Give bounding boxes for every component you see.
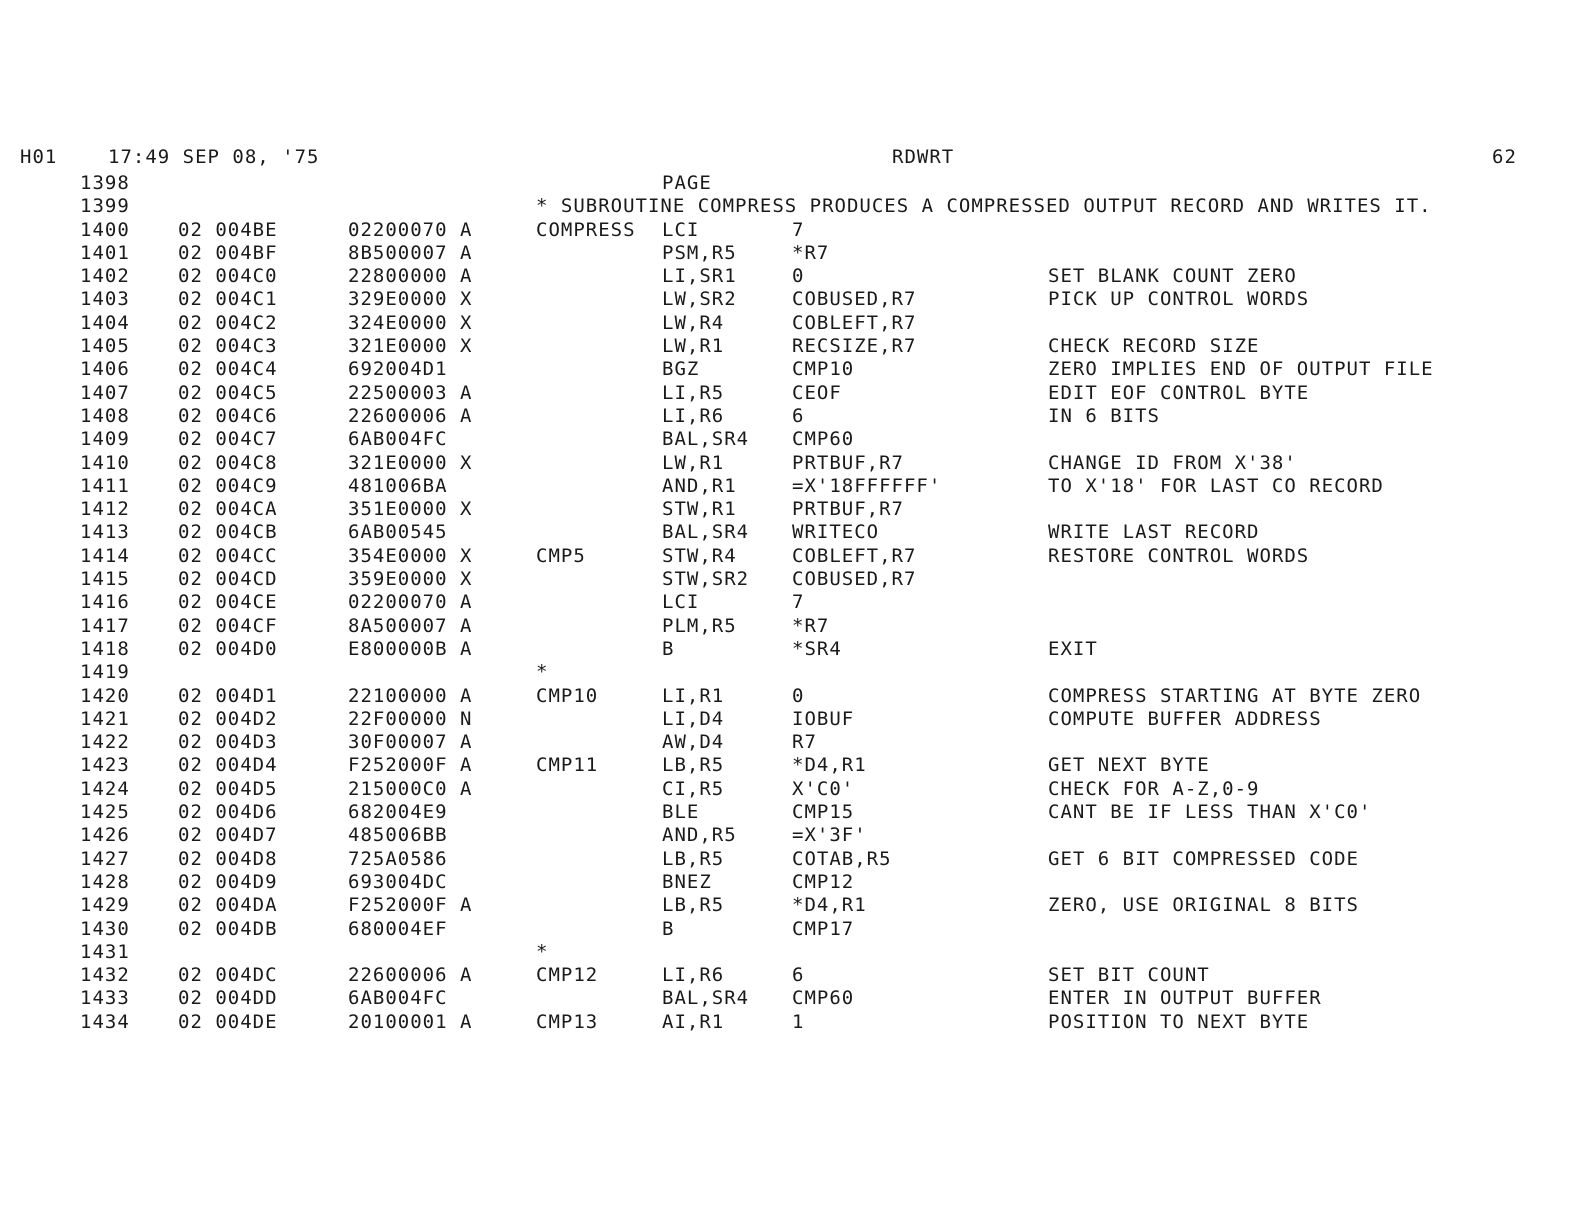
label-field: COMPRESS <box>536 218 636 241</box>
opcode: LW,SR2 <box>662 288 737 311</box>
address: 02 004DE <box>178 1010 278 1033</box>
opcode: PLM,R5 <box>662 614 737 637</box>
address: 02 004DB <box>178 917 278 940</box>
listing-row <box>0 170 1584 193</box>
opcode: LW,R1 <box>662 451 725 474</box>
operand: COBUSED,R7 <box>792 288 917 311</box>
address: 02 004C9 <box>178 474 278 497</box>
listing-row <box>0 659 1584 682</box>
label-field: CMP10 <box>536 684 599 707</box>
line-number: 1410 <box>80 451 130 474</box>
address: 02 004D3 <box>178 731 278 754</box>
listing-row <box>0 473 1584 496</box>
listing-row <box>0 403 1584 426</box>
listing-row <box>0 916 1584 939</box>
listing-row <box>0 706 1584 729</box>
opcode: STW,R4 <box>662 544 737 567</box>
comment: TO X'18' FOR LAST CO RECORD <box>1048 474 1384 497</box>
line-number: 1406 <box>80 358 130 381</box>
listing-row <box>0 450 1584 473</box>
comment: ZERO, USE ORIGINAL 8 BITS <box>1048 894 1359 917</box>
label-field: * <box>536 940 549 963</box>
address: 02 004CF <box>178 614 278 637</box>
operand: =X'3F' <box>792 824 867 847</box>
comment: COMPUTE BUFFER ADDRESS <box>1048 707 1322 730</box>
listing-row <box>0 543 1584 566</box>
label-field: CMP5 <box>536 544 586 567</box>
line-number: 1433 <box>80 987 130 1010</box>
opcode: LCI <box>662 591 700 614</box>
opcode: LI,SR1 <box>662 265 737 288</box>
object-code: 692004D1 <box>348 358 448 381</box>
opcode: BAL,SR4 <box>662 521 750 544</box>
opcode: LI,R1 <box>662 684 725 707</box>
line-number: 1423 <box>80 754 130 777</box>
listing-row <box>0 589 1584 612</box>
object-code: 329E0000 X <box>348 288 473 311</box>
listing-row <box>0 869 1584 892</box>
listing-row <box>0 752 1584 775</box>
operand: CMP10 <box>792 358 855 381</box>
opcode: BLE <box>662 801 700 824</box>
object-code: 693004DC <box>348 870 448 893</box>
operand: 0 <box>792 265 805 288</box>
line-number: 1424 <box>80 777 130 800</box>
program-name: RDWRT <box>892 146 955 168</box>
operand: 7 <box>792 591 805 614</box>
line-number: 1405 <box>80 335 130 358</box>
opcode: AND,R5 <box>662 824 737 847</box>
line-number: 1428 <box>80 870 130 893</box>
address: 02 004C2 <box>178 311 278 334</box>
label-field: CMP11 <box>536 754 599 777</box>
listing-timestamp: 17:49 SEP 08, '75 <box>108 146 320 168</box>
opcode: LB,R5 <box>662 847 725 870</box>
operand: COBLEFT,R7 <box>792 311 917 334</box>
object-code: 359E0000 X <box>348 568 473 591</box>
listing-row <box>0 683 1584 706</box>
object-code: 725A0586 <box>348 847 448 870</box>
comment: CHECK RECORD SIZE <box>1048 335 1260 358</box>
object-code: 324E0000 X <box>348 311 473 334</box>
comment: POSITION TO NEXT BYTE <box>1048 1010 1310 1033</box>
listing-row <box>0 426 1584 449</box>
operand: 0 <box>792 684 805 707</box>
opcode: LI,R5 <box>662 381 725 404</box>
listing-row <box>0 333 1584 356</box>
line-number: 1408 <box>80 404 130 427</box>
listing-row <box>0 822 1584 845</box>
object-code: 22F00000 N <box>348 707 473 730</box>
opcode: PSM,R5 <box>662 241 737 264</box>
address: 02 004C0 <box>178 265 278 288</box>
listing-row <box>0 193 1584 216</box>
opcode: LB,R5 <box>662 894 725 917</box>
listing-id: H01 <box>20 146 58 168</box>
listing-row <box>0 799 1584 822</box>
opcode: LW,R4 <box>662 311 725 334</box>
line-number: 1434 <box>80 1010 130 1033</box>
operand: CEOF <box>792 381 842 404</box>
listing-row <box>0 380 1584 403</box>
line-number: 1412 <box>80 498 130 521</box>
line-number: 1413 <box>80 521 130 544</box>
comment: ZERO IMPLIES END OF OUTPUT FILE <box>1048 358 1434 381</box>
comment: ENTER IN OUTPUT BUFFER <box>1048 987 1322 1010</box>
opcode: STW,SR2 <box>662 568 750 591</box>
comment: EDIT EOF CONTROL BYTE <box>1048 381 1310 404</box>
line-number: 1400 <box>80 218 130 241</box>
opcode: LCI <box>662 218 700 241</box>
page-number: 62 <box>1492 146 1517 168</box>
address: 02 004D5 <box>178 777 278 800</box>
object-code: 22800000 A <box>348 265 473 288</box>
object-code: 354E0000 X <box>348 544 473 567</box>
address: 02 004C8 <box>178 451 278 474</box>
operand: R7 <box>792 731 817 754</box>
operand: X'C0' <box>792 777 855 800</box>
operand: 6 <box>792 964 805 987</box>
opcode: BAL,SR4 <box>662 428 750 451</box>
comment: PICK UP CONTROL WORDS <box>1048 288 1310 311</box>
address: 02 004CB <box>178 521 278 544</box>
listing-row <box>0 286 1584 309</box>
line-number: 1404 <box>80 311 130 334</box>
operand: WRITECO <box>792 521 880 544</box>
comment: WRITE LAST RECORD <box>1048 521 1260 544</box>
listing-row <box>0 566 1584 589</box>
comment: * SUBROUTINE COMPRESS PRODUCES A COMPRESSED OUTPUT RECORD AND WRITES IT. <box>536 195 1432 218</box>
line-number: 1429 <box>80 894 130 917</box>
listing-row <box>0 217 1584 240</box>
comment: IN 6 BITS <box>1048 404 1160 427</box>
line-number: 1432 <box>80 964 130 987</box>
object-code: F252000F A <box>348 754 473 777</box>
line-number: 1420 <box>80 684 130 707</box>
address: 02 004D4 <box>178 754 278 777</box>
object-code: 485006BB <box>348 824 448 847</box>
operand: 6 <box>792 404 805 427</box>
line-number: 1414 <box>80 544 130 567</box>
object-code: 321E0000 X <box>348 335 473 358</box>
object-code: 8A500007 A <box>348 614 473 637</box>
listing-row <box>0 356 1584 379</box>
operand: PRTBUF,R7 <box>792 451 904 474</box>
object-code: 22100000 A <box>348 684 473 707</box>
listing-row <box>0 636 1584 659</box>
comment: CHECK FOR A-Z,0-9 <box>1048 777 1260 800</box>
operand: IOBUF <box>792 707 855 730</box>
operand: 1 <box>792 1010 805 1033</box>
line-number: 1421 <box>80 707 130 730</box>
label-field: CMP13 <box>536 1010 599 1033</box>
object-code: 02200070 A <box>348 591 473 614</box>
listing-row <box>0 519 1584 542</box>
operand: CMP15 <box>792 801 855 824</box>
address: 02 004C6 <box>178 404 278 427</box>
listing-row <box>0 892 1584 915</box>
opcode: AW,D4 <box>662 731 725 754</box>
object-code: 6AB004FC <box>348 987 448 1010</box>
comment: RESTORE CONTROL WORDS <box>1048 544 1310 567</box>
object-code: 22500003 A <box>348 381 473 404</box>
address: 02 004CA <box>178 498 278 521</box>
opcode: STW,R1 <box>662 498 737 521</box>
address: 02 004BE <box>178 218 278 241</box>
line-number: 1415 <box>80 568 130 591</box>
listing-row <box>0 1009 1584 1032</box>
line-number: 1402 <box>80 265 130 288</box>
line-number: 1411 <box>80 474 130 497</box>
opcode: BNEZ <box>662 870 712 893</box>
line-number: 1422 <box>80 731 130 754</box>
operand: COTAB,R5 <box>792 847 892 870</box>
address: 02 004C1 <box>178 288 278 311</box>
operand: COBLEFT,R7 <box>792 544 917 567</box>
comment: CHANGE ID FROM X'38' <box>1048 451 1297 474</box>
operand: *D4,R1 <box>792 894 867 917</box>
operand: *R7 <box>792 241 830 264</box>
assembly-listing <box>0 170 1584 1032</box>
operand: =X'18FFFFFF' <box>792 474 942 497</box>
line-number: 1416 <box>80 591 130 614</box>
line-number: 1419 <box>80 661 130 684</box>
operand: CMP12 <box>792 870 855 893</box>
address: 02 004CE <box>178 591 278 614</box>
line-number: 1417 <box>80 614 130 637</box>
operand: CMP60 <box>792 987 855 1010</box>
operand: COBUSED,R7 <box>792 568 917 591</box>
line-number: 1418 <box>80 637 130 660</box>
object-code: 321E0000 X <box>348 451 473 474</box>
object-code: 6AB004FC <box>348 428 448 451</box>
opcode: LI,D4 <box>662 707 725 730</box>
comment: GET NEXT BYTE <box>1048 754 1210 777</box>
address: 02 004D6 <box>178 801 278 824</box>
operand: *SR4 <box>792 637 842 660</box>
line-number: 1399 <box>80 195 130 218</box>
opcode: B <box>662 917 675 940</box>
comment: EXIT <box>1048 637 1098 660</box>
address: 02 004CC <box>178 544 278 567</box>
address: 02 004D8 <box>178 847 278 870</box>
listing-row <box>0 263 1584 286</box>
line-number: 1430 <box>80 917 130 940</box>
listing-row <box>0 613 1584 636</box>
object-code: 02200070 A <box>348 218 473 241</box>
object-code: F252000F A <box>348 894 473 917</box>
line-number: 1401 <box>80 241 130 264</box>
opcode: AI,R1 <box>662 1010 725 1033</box>
listing-row <box>0 496 1584 519</box>
address: 02 004C7 <box>178 428 278 451</box>
address: 02 004DC <box>178 964 278 987</box>
opcode: B <box>662 637 675 660</box>
operand: PRTBUF,R7 <box>792 498 904 521</box>
opcode: CI,R5 <box>662 777 725 800</box>
address: 02 004BF <box>178 241 278 264</box>
object-code: 8B500007 A <box>348 241 473 264</box>
operand: CMP17 <box>792 917 855 940</box>
listing-row <box>0 729 1584 752</box>
line-number: 1431 <box>80 940 130 963</box>
line-number: 1398 <box>80 172 130 194</box>
address: 02 004DD <box>178 987 278 1010</box>
line-number: 1403 <box>80 288 130 311</box>
object-code: 20100001 A <box>348 1010 473 1033</box>
comment: GET 6 BIT COMPRESSED CODE <box>1048 847 1359 870</box>
operand: RECSIZE,R7 <box>792 335 917 358</box>
opcode: BAL,SR4 <box>662 987 750 1010</box>
opcode: BGZ <box>662 358 700 381</box>
comment: SET BLANK COUNT ZERO <box>1048 265 1297 288</box>
address: 02 004D9 <box>178 870 278 893</box>
address: 02 004DA <box>178 894 278 917</box>
address: 02 004C4 <box>178 358 278 381</box>
object-code: 682004E9 <box>348 801 448 824</box>
listing-row <box>0 939 1584 962</box>
address: 02 004C5 <box>178 381 278 404</box>
opcode: AND,R1 <box>662 474 737 497</box>
operand: 7 <box>792 218 805 241</box>
listing-row <box>0 310 1584 333</box>
object-code: 6AB00545 <box>348 521 448 544</box>
address: 02 004D2 <box>178 707 278 730</box>
listing-row <box>0 776 1584 799</box>
address: 02 004D7 <box>178 824 278 847</box>
listing-row <box>0 846 1584 869</box>
line-number: 1409 <box>80 428 130 451</box>
object-code: 22600006 A <box>348 404 473 427</box>
object-code: 30F00007 A <box>348 731 473 754</box>
comment: CANT BE IF LESS THAN X'C0' <box>1048 801 1372 824</box>
line-number: 1426 <box>80 824 130 847</box>
object-code: 680004EF <box>348 917 448 940</box>
opcode: LB,R5 <box>662 754 725 777</box>
comment: COMPRESS STARTING AT BYTE ZERO <box>1048 684 1422 707</box>
address: 02 004D0 <box>178 637 278 660</box>
listing-row <box>0 240 1584 263</box>
object-code: 481006BA <box>348 474 448 497</box>
object-code: 215000C0 A <box>348 777 473 800</box>
address: 02 004C3 <box>178 335 278 358</box>
listing-row <box>0 962 1584 985</box>
object-code: 22600006 A <box>348 964 473 987</box>
address: 02 004D1 <box>178 684 278 707</box>
line-number: 1425 <box>80 801 130 824</box>
opcode: LI,R6 <box>662 964 725 987</box>
address: 02 004CD <box>178 568 278 591</box>
opcode: PAGE <box>662 172 712 194</box>
label-field: * <box>536 661 549 684</box>
line-number: 1427 <box>80 847 130 870</box>
listing-row <box>0 985 1584 1008</box>
label-field: CMP12 <box>536 964 599 987</box>
operand: *D4,R1 <box>792 754 867 777</box>
opcode: LI,R6 <box>662 404 725 427</box>
line-number: 1407 <box>80 381 130 404</box>
operand: CMP60 <box>792 428 855 451</box>
object-code: 351E0000 X <box>348 498 473 521</box>
operand: *R7 <box>792 614 830 637</box>
opcode: LW,R1 <box>662 335 725 358</box>
object-code: E800000B A <box>348 637 473 660</box>
comment: SET BIT COUNT <box>1048 964 1210 987</box>
